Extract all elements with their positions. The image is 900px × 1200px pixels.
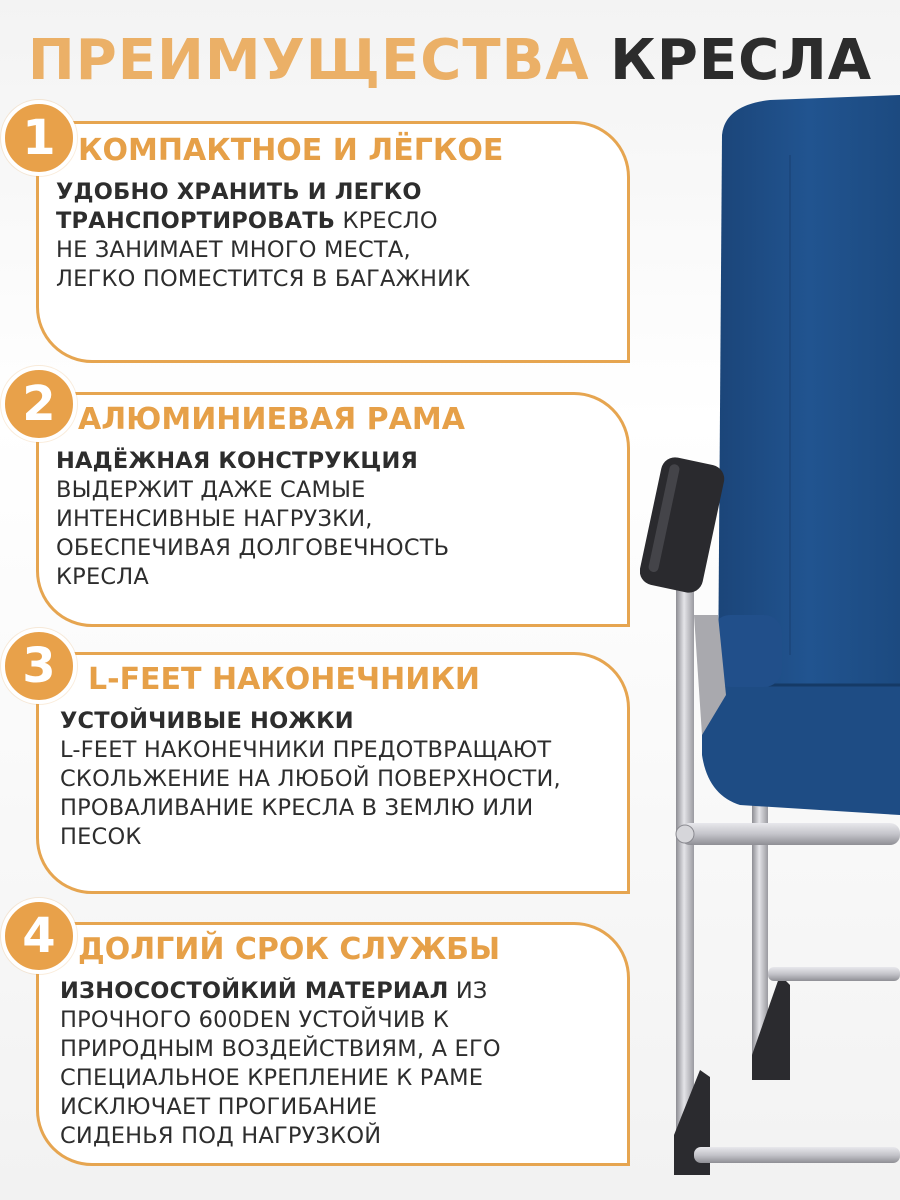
feature-2-line-2: ВЫДЕРЖИТ ДАЖЕ САМЫЕ (56, 477, 366, 503)
camping-chair-image (640, 95, 900, 1200)
feature-text-1 (56, 178, 626, 294)
feature-4-line-6: СИДЕНЬЯ ПОД НАГРУЗКОЙ (60, 1123, 382, 1149)
feature-4-line-5: ИСКЛЮЧАЕТ ПРОГИБАНИЕ (60, 1094, 378, 1120)
title-accent: ПРЕИМУЩЕСТВА (27, 28, 590, 93)
feature-1-line-4: ЛЕГКО ПОМЕСТИТСЯ В БАГАЖНИК (56, 266, 471, 292)
feature-4-bold-1: ИЗНОСОСТОЙКИЙ МАТЕРИАЛ (60, 978, 449, 1004)
feature-number-1: 1 (1, 100, 77, 176)
feature-4-line-3: ПРИРОДНЫМ ВОЗДЕЙСТВИЯМ, А ЕГО (60, 1036, 501, 1062)
feature-heading-2: АЛЮМИНИЕВАЯ РАМА (78, 402, 465, 437)
feature-number-4: 4 (1, 898, 77, 974)
feature-number-2: 2 (1, 366, 77, 442)
feature-text-3 (60, 707, 630, 852)
feature-heading-4: ДОЛГИЙ СРОК СЛУЖБЫ (78, 932, 501, 967)
page-title (0, 28, 900, 94)
feature-3-line-3: СКОЛЬЖЕНИЕ НА ЛЮБОЙ ПОВЕРХНОСТИ, (60, 766, 561, 792)
feature-heading-1: КОМПАКТНОЕ И ЛЁГКОЕ (78, 133, 504, 168)
feature-3-bold-1: УСТОЙЧИВЫЕ НОЖКИ (60, 708, 354, 734)
feature-2-line-4: ОБЕСПЕЧИВАЯ ДОЛГОВЕЧНОСТЬ (56, 535, 450, 561)
feature-4-line-1-rest: ИЗ (448, 978, 488, 1004)
feature-4-line-2: ПРОЧНОГО 600DEN УСТОЙЧИВ К (60, 1007, 450, 1033)
feature-1-bold-1: УДОБНО ХРАНИТЬ И ЛЕГКО (56, 179, 422, 205)
feature-1-bold-2: ТРАНСПОРТИРОВАТЬ (56, 208, 336, 234)
title-dark: КРЕСЛА (610, 28, 873, 93)
feature-3-line-4: ПРОВАЛИВАНИЕ КРЕСЛА В ЗЕМЛЮ ИЛИ (60, 795, 534, 821)
feature-2-line-3: ИНТЕНСИВНЫЕ НАГРУЗКИ, (56, 506, 373, 532)
feature-3-line-2: L-FEET НАКОНЕЧНИКИ ПРЕДОТВРАЩАЮТ (60, 737, 552, 763)
feature-2-line-5: КРЕСЛА (56, 564, 149, 590)
feature-number-3: 3 (1, 628, 77, 704)
feature-4-line-4: СПЕЦИАЛЬНОЕ КРЕПЛЕНИЕ К РАМЕ (60, 1065, 484, 1091)
feature-text-4 (60, 977, 630, 1151)
feature-2-bold-1: НАДЁЖНАЯ КОНСТРУКЦИЯ (56, 448, 419, 474)
feature-heading-3: L-FEET НАКОНЕЧНИКИ (88, 662, 480, 697)
feature-text-2 (56, 447, 626, 592)
feature-1-line-3: НЕ ЗАНИМАЕТ МНОГО МЕСТА, (56, 237, 411, 263)
feature-3-line-5: ПЕСОК (60, 824, 142, 850)
feature-1-line-2-rest: КРЕСЛО (335, 208, 438, 234)
